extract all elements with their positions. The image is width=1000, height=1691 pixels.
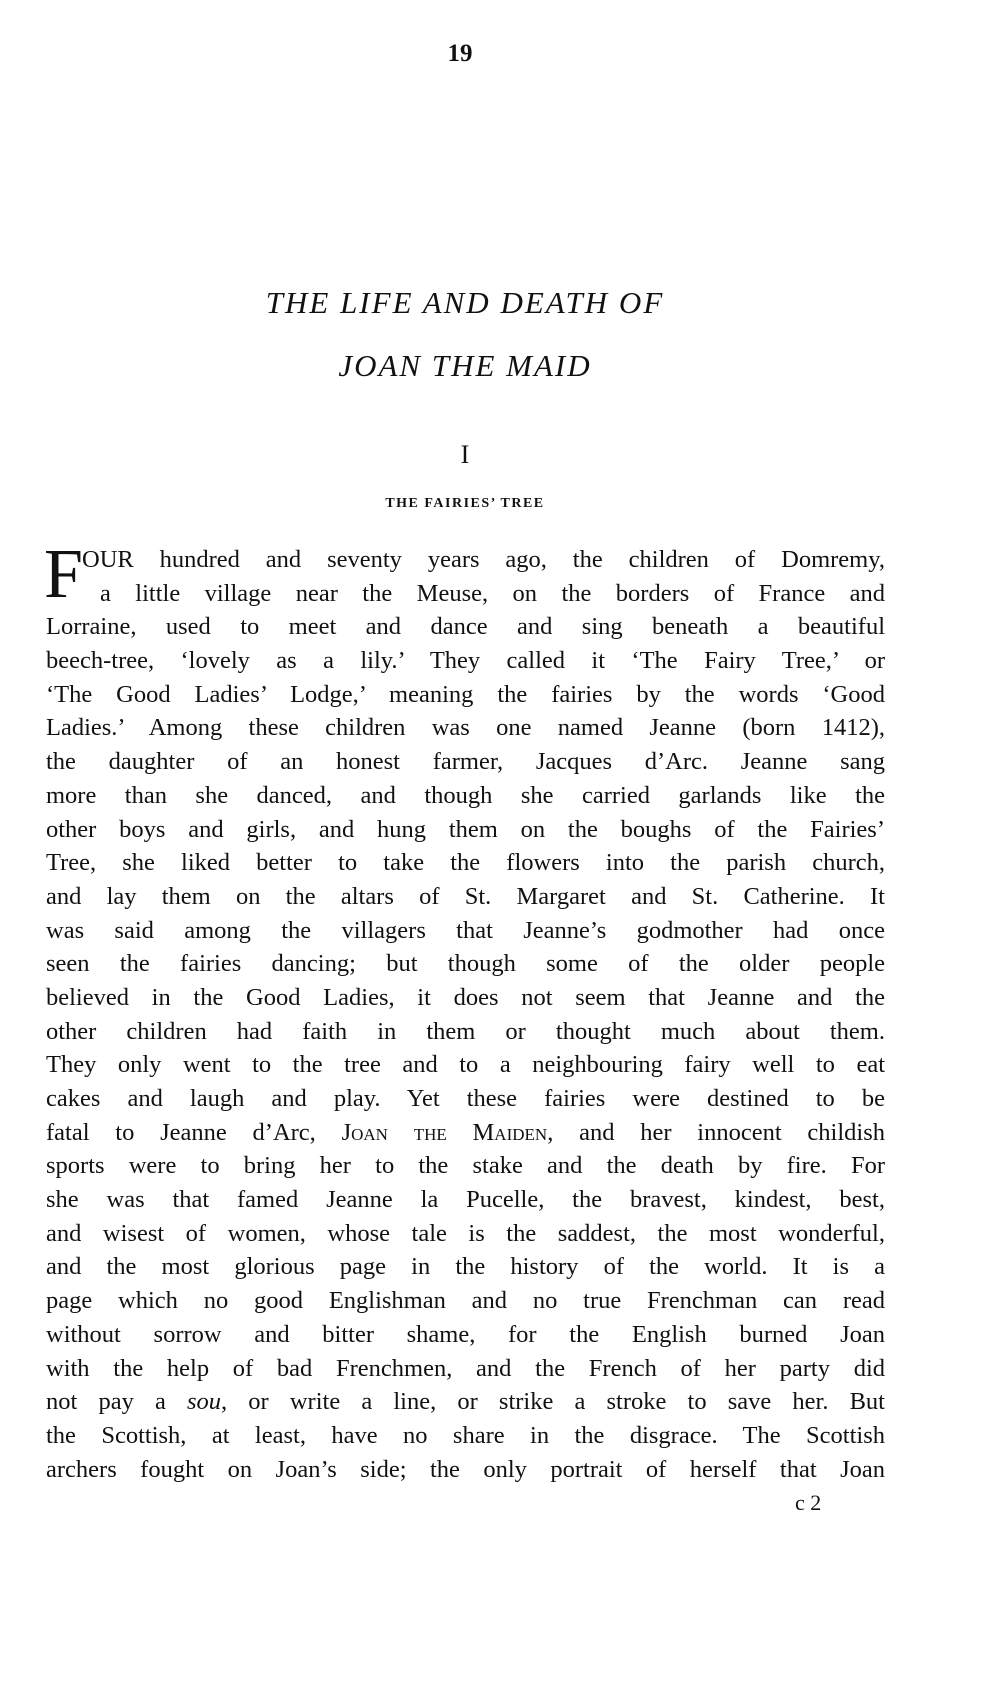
text-segment: ‘The Good Ladies’ Lodge,’ meaning the fairies by the words ‘Good (46, 680, 885, 708)
text-segment: believed in the Good Ladies, it does not seem that Jeanne and the (46, 983, 885, 1011)
italic-text: sou (186, 1388, 222, 1416)
text-line (46, 813, 885, 847)
text-line (46, 947, 885, 981)
text-segment: more than she danced, and though she carried garlands like the (46, 781, 885, 809)
text-segment: with the help of bad Frenchmen, and the French of her party did (46, 1354, 885, 1382)
text-line (46, 914, 885, 948)
text-line (46, 1284, 885, 1318)
text-segment: OUR hundred and seventy years ago, the children of Domremy, (82, 546, 885, 573)
text-segment: fatal to Jeanne d’Arc, (46, 1118, 342, 1146)
text-line (46, 1217, 885, 1251)
text-segment: seen the fairies dancing; but though some of the older people (46, 950, 885, 978)
text-segment: , and her innocent childish (547, 1118, 885, 1146)
chapter-title: THE FAIRIES’ TREE (385, 496, 545, 511)
text-segment: Tree, she liked better to take the flowers into the parish church, (46, 849, 885, 877)
text-line (46, 644, 885, 678)
text-line (46, 1453, 885, 1487)
text-line (46, 1015, 885, 1049)
text-line (46, 1149, 885, 1183)
text-line (46, 678, 885, 712)
text-segment: the Scottish, at least, have no share in the disgrace. The Scottish (46, 1421, 885, 1449)
body-text (46, 543, 885, 1486)
text-line (46, 1250, 885, 1284)
text-line (46, 1183, 885, 1217)
small-caps-text: Joan the Maiden (341, 1118, 548, 1146)
text-line (46, 1082, 885, 1116)
text-line (46, 543, 885, 577)
text-segment: a little village near the Meuse, on the borders of France and (100, 579, 885, 607)
text-line (46, 779, 885, 813)
text-segment: sports were to bring her to the stake and the death by fire. For (46, 1152, 885, 1180)
text-line (46, 981, 885, 1015)
text-line (46, 1318, 885, 1352)
text-segment: the daughter of an honest farmer, Jacques d’Arc. Jeanne sang (46, 748, 885, 776)
page-number: 19 (447, 40, 473, 67)
text-line (46, 1116, 885, 1150)
drop-cap: F (44, 536, 83, 613)
text-segment: Ladies.’ Among these children was one named Jeanne (born 1412), (46, 714, 885, 742)
text-line (46, 846, 885, 880)
text-segment: archers fought on Joan’s side; the only portrait of herself that Joan (46, 1455, 885, 1483)
text-segment: Lorraine, used to meet and dance and sing beneath a beautiful (46, 613, 885, 641)
text-line (46, 577, 885, 611)
text-line (46, 1048, 885, 1082)
text-segment: without sorrow and bitter shame, for the English burned Joan (46, 1320, 885, 1348)
text-segment: , or write a line, or strike a stroke to save her. But (221, 1388, 885, 1416)
text-segment: beech-tree, ‘lovely as a lily.’ They called it ‘The Fairy Tree,’ or (46, 647, 885, 675)
text-line (46, 1352, 885, 1386)
text-segment: and lay them on the altars of St. Margaret and St. Catherine. It (46, 882, 885, 910)
text-line (46, 1385, 885, 1419)
text-segment: and the most glorious page in the history of the world. It is a (46, 1253, 885, 1281)
text-line (46, 880, 885, 914)
text-segment: and wisest of women, whose tale is the saddest, the most wonderful, (46, 1219, 885, 1247)
text-line (46, 711, 885, 745)
text-line (46, 610, 885, 644)
text-line (46, 745, 885, 779)
title-line-2: JOAN THE MAID (338, 348, 592, 383)
title-line-1: THE LIFE AND DEATH OF (265, 285, 665, 320)
text-segment: other children had faith in them or thought much about them. (46, 1017, 885, 1045)
text-segment: was said among the villagers that Jeanne’s godmother had once (46, 916, 885, 944)
text-segment: They only went to the tree and to a neighbouring fairy well to eat (46, 1051, 885, 1079)
signature-mark: c 2 (795, 1490, 822, 1515)
text-segment: page which no good Englishman and no true Frenchman can read (46, 1287, 885, 1315)
text-segment: other boys and girls, and hung them on the boughs of the Fairies’ (46, 815, 885, 843)
text-segment: she was that famed Jeanne la Pucelle, the bravest, kindest, best, (46, 1186, 885, 1214)
text-segment: cakes and laugh and play. Yet these fairies were destined to be (46, 1085, 885, 1112)
text-line (46, 1419, 885, 1453)
text-segment: not pay a (46, 1388, 187, 1416)
chapter-number: I (460, 440, 470, 469)
